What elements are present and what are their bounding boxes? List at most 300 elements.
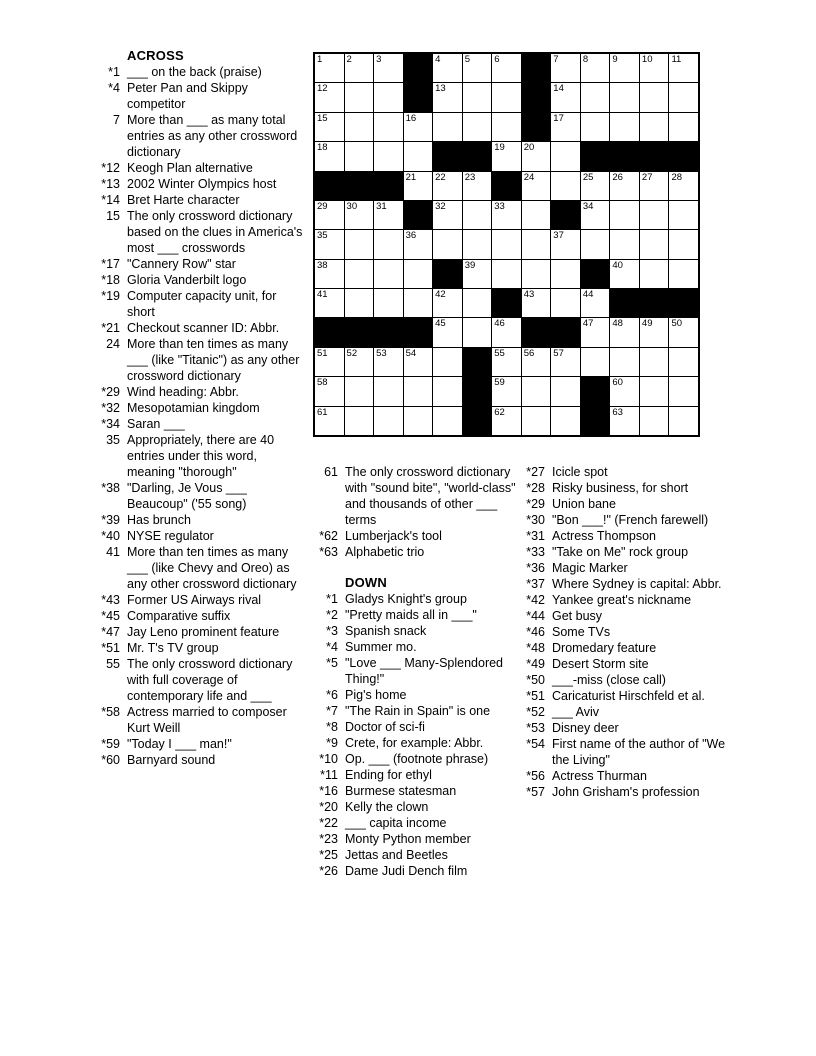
grid-cell[interactable]: [315, 54, 344, 82]
cell-number: 35: [317, 230, 328, 242]
grid-cell[interactable]: [374, 289, 403, 317]
clue-text: Actress Thompson: [552, 529, 656, 543]
clue-item: [515, 736, 731, 768]
cell-number: 22: [435, 171, 446, 183]
cell-number: 26: [612, 171, 623, 183]
grid-cell[interactable]: [404, 348, 433, 376]
clue-text: Wind heading: Abbr.: [127, 385, 239, 399]
grid-cell[interactable]: [581, 289, 610, 317]
grid-cell[interactable]: [345, 260, 374, 288]
grid-cell[interactable]: [404, 142, 433, 170]
cell-number: 28: [671, 171, 683, 183]
grid-cell[interactable]: [492, 113, 521, 141]
clue-text: ___ Aviv: [552, 705, 600, 719]
cell-number: 13: [435, 83, 446, 95]
clue-number: *6: [326, 688, 338, 702]
clue-text: John Grisham's profession: [552, 785, 700, 799]
grid-cell[interactable]: [610, 54, 639, 82]
grid-cell-black: [669, 142, 698, 170]
cell-number: 45: [435, 318, 446, 330]
grid-cell[interactable]: [315, 377, 344, 405]
clue-text: Mesopotamian kingdom: [127, 401, 260, 415]
grid-cell[interactable]: [551, 289, 580, 317]
grid-cell[interactable]: [669, 260, 698, 288]
clue-number: *63: [319, 545, 338, 559]
clue-text: Actress married to composer Kurt Weill: [127, 705, 287, 735]
grid-cell[interactable]: [640, 318, 669, 346]
clue-text: "Cannery Row" star: [127, 257, 236, 271]
cell-number: 17: [553, 112, 564, 124]
grid-cell[interactable]: [522, 260, 551, 288]
clue-item: [308, 863, 520, 879]
clue-item: [515, 688, 731, 704]
grid-cell[interactable]: [492, 83, 521, 111]
clue-item: [308, 655, 520, 687]
clue-item: [98, 80, 304, 112]
cell-number: 6: [494, 54, 500, 65]
grid-cell[interactable]: [522, 407, 551, 435]
clue-item: [308, 639, 520, 655]
grid-cell[interactable]: [345, 83, 374, 111]
clue-item: [308, 799, 520, 815]
clue-number: *51: [101, 641, 120, 655]
clue-number: *9: [326, 736, 338, 750]
cell-number: 61: [317, 406, 328, 418]
clue-text: Magic Marker: [552, 561, 628, 575]
clue-item: [515, 768, 731, 784]
cell-number: 43: [523, 289, 535, 301]
clue-number: *1: [326, 592, 338, 606]
clue-text: Crete, for example: Abbr.: [345, 736, 484, 750]
clue-text: Bret Harte character: [127, 193, 240, 207]
grid-cell[interactable]: [581, 172, 610, 200]
grid-cell-black: [551, 201, 580, 229]
clue-text: Icicle spot: [552, 465, 608, 479]
cell-number: 19: [494, 142, 505, 154]
grid-cell[interactable]: [315, 83, 344, 111]
grid-cell[interactable]: [463, 260, 492, 288]
grid-cell-black: [522, 83, 551, 111]
grid-cell[interactable]: [463, 289, 492, 317]
clue-text: Has brunch: [127, 513, 191, 527]
grid-cell[interactable]: [374, 54, 403, 82]
grid-cell[interactable]: [492, 54, 521, 82]
grid-cell[interactable]: [581, 318, 610, 346]
clue-item: [98, 192, 304, 208]
grid-cell[interactable]: [345, 113, 374, 141]
clue-number: *7: [326, 704, 338, 718]
grid-cell[interactable]: [404, 289, 433, 317]
grid-cell[interactable]: [315, 289, 344, 317]
clue-item: [308, 783, 520, 799]
clue-item: [308, 544, 520, 560]
grid-cell[interactable]: [492, 377, 521, 405]
clue-text: Pig's home: [345, 688, 407, 702]
clue-text: Doctor of sci-fi: [345, 720, 425, 734]
grid-cell[interactable]: [492, 318, 521, 346]
grid-cell[interactable]: [640, 113, 669, 141]
clue-text: Jay Leno prominent feature: [127, 625, 280, 639]
clue-number: *28: [526, 481, 545, 495]
grid-cell[interactable]: [610, 377, 639, 405]
grid-cell[interactable]: [669, 230, 698, 258]
clue-number: *40: [101, 529, 120, 543]
clue-text: Jettas and Beetles: [345, 848, 448, 862]
grid-cell[interactable]: [433, 230, 462, 258]
clue-item: [98, 288, 304, 320]
grid-cell[interactable]: [433, 348, 462, 376]
clue-number: *20: [319, 800, 338, 814]
grid-cell[interactable]: [551, 260, 580, 288]
grid-cell[interactable]: [610, 407, 639, 435]
grid-cell[interactable]: [315, 201, 344, 229]
clue-number: *60: [101, 753, 120, 767]
grid-cell[interactable]: [522, 377, 551, 405]
grid-cell[interactable]: [315, 113, 344, 141]
clue-number: *5: [326, 656, 338, 670]
cell-number: 51: [317, 347, 328, 359]
grid-cell[interactable]: [610, 172, 639, 200]
grid-cell[interactable]: [551, 83, 580, 111]
clue-item: [515, 544, 731, 560]
grid-cell-black: [581, 260, 610, 288]
grid-cell[interactable]: [640, 54, 669, 82]
grid-cell-black: [433, 142, 462, 170]
clue-item: [98, 704, 304, 736]
cell-number: 21: [405, 171, 417, 183]
grid-cell[interactable]: [669, 348, 698, 376]
grid-cell[interactable]: [610, 201, 639, 229]
grid-cell[interactable]: [581, 201, 610, 229]
grid-cell[interactable]: [640, 172, 669, 200]
down-clue-list-continued: [515, 464, 731, 800]
grid-cell[interactable]: [492, 407, 521, 435]
clue-text: Actress Thurman: [552, 769, 647, 783]
grid-cell-black: [463, 407, 492, 435]
clue-number: *58: [101, 705, 120, 719]
grid-cell-black: [640, 289, 669, 317]
clue-number: *26: [319, 864, 338, 878]
grid-cell[interactable]: [551, 172, 580, 200]
grid-cell[interactable]: [374, 407, 403, 435]
clue-number: *52: [526, 705, 545, 719]
cell-number: 52: [346, 347, 358, 359]
cell-number: 5: [464, 54, 470, 65]
clue-number: *22: [319, 816, 338, 830]
clue-number: 7: [113, 113, 120, 127]
grid-cell[interactable]: [640, 260, 669, 288]
grid-cell[interactable]: [345, 201, 374, 229]
grid-cell[interactable]: [669, 407, 698, 435]
grid-cell[interactable]: [522, 348, 551, 376]
cell-number: 33: [494, 200, 505, 212]
cell-number: 53: [376, 347, 387, 359]
grid-cell-black: [374, 172, 403, 200]
clue-item: [515, 720, 731, 736]
clue-item: [308, 735, 520, 751]
clue-text: Keogh Plan alternative: [127, 161, 253, 175]
clue-item: [98, 176, 304, 192]
down-clues-column-continued: [515, 464, 731, 800]
clue-number: *37: [526, 577, 545, 591]
grid-cell[interactable]: [345, 407, 374, 435]
grid-cell[interactable]: [345, 230, 374, 258]
clue-item: [98, 528, 304, 544]
grid-cell[interactable]: [433, 289, 462, 317]
clue-text: Get busy: [552, 609, 603, 623]
clue-item: [515, 640, 731, 656]
grid-cell[interactable]: [669, 377, 698, 405]
middle-clues-column: [308, 464, 520, 879]
grid-cell[interactable]: [315, 230, 344, 258]
grid-cell[interactable]: [374, 83, 403, 111]
cell-number: 40: [612, 259, 623, 271]
grid-cell[interactable]: [404, 260, 433, 288]
clue-number: *49: [526, 657, 545, 671]
grid-cell[interactable]: [551, 54, 580, 82]
cell-number: 39: [464, 259, 476, 271]
grid-cell[interactable]: [610, 318, 639, 346]
grid-cell[interactable]: [374, 348, 403, 376]
clue-text: ___ on the back (praise): [127, 65, 262, 79]
grid-cell-black: [463, 348, 492, 376]
grid-cell[interactable]: [581, 230, 610, 258]
clue-text: Appropriately, there are 40 entries under this word, meaning "thorough": [127, 433, 275, 479]
grid-cell[interactable]: [640, 201, 669, 229]
grid-cell[interactable]: [492, 201, 521, 229]
grid-cell[interactable]: [433, 407, 462, 435]
cell-number: 62: [494, 406, 505, 418]
cell-number: 55: [494, 347, 505, 359]
clue-text: Peter Pan and Skippy competitor: [127, 81, 248, 111]
grid-cell[interactable]: [669, 201, 698, 229]
clue-item: [308, 767, 520, 783]
clue-text: Gloria Vanderbilt logo: [127, 273, 247, 287]
clue-number: *29: [526, 497, 545, 511]
clue-number: *11: [320, 768, 338, 782]
grid-cell[interactable]: [522, 230, 551, 258]
clue-number: *13: [101, 177, 120, 191]
grid-cell[interactable]: [404, 230, 433, 258]
grid-cell[interactable]: [433, 54, 462, 82]
clue-number: *25: [319, 848, 338, 862]
grid-cell[interactable]: [522, 289, 551, 317]
clue-text: Comparative suffix: [127, 609, 231, 623]
grid-cell[interactable]: [492, 142, 521, 170]
clue-text: Caricaturist Hirschfeld et al.: [552, 689, 705, 703]
grid-cell[interactable]: [433, 318, 462, 346]
grid-cell[interactable]: [374, 260, 403, 288]
grid-cell[interactable]: [551, 348, 580, 376]
clue-item: [98, 64, 304, 80]
grid-cell[interactable]: [610, 230, 639, 258]
grid-cell[interactable]: [551, 142, 580, 170]
clue-number: *27: [526, 465, 545, 479]
clue-item: [98, 400, 304, 416]
grid-cell[interactable]: [492, 348, 521, 376]
grid-cell[interactable]: [669, 83, 698, 111]
grid-cell[interactable]: [404, 407, 433, 435]
grid-cell-black: [404, 54, 433, 82]
grid-cell[interactable]: [433, 201, 462, 229]
grid-cell[interactable]: [404, 172, 433, 200]
grid-cell[interactable]: [374, 230, 403, 258]
clue-number: *30: [526, 513, 545, 527]
grid-cell[interactable]: [669, 113, 698, 141]
cell-number: 27: [641, 171, 653, 183]
grid-cell[interactable]: [345, 377, 374, 405]
grid-cell[interactable]: [315, 260, 344, 288]
grid-cell[interactable]: [581, 113, 610, 141]
clue-number: *3: [326, 624, 338, 638]
cell-number: 8: [582, 54, 589, 65]
grid-cell[interactable]: [640, 83, 669, 111]
grid-cell-black: [463, 142, 492, 170]
clue-number: *46: [526, 625, 545, 639]
grid-cell[interactable]: [463, 201, 492, 229]
grid-cell-black: [522, 54, 551, 82]
clue-item: [515, 560, 731, 576]
clue-item: [98, 752, 304, 768]
grid-cell[interactable]: [522, 142, 551, 170]
grid-cell[interactable]: [610, 260, 639, 288]
grid-cell[interactable]: [433, 113, 462, 141]
clue-item: [515, 608, 731, 624]
grid-cell[interactable]: [433, 172, 462, 200]
clue-number: 35: [106, 433, 120, 447]
clue-number: *53: [526, 721, 545, 735]
grid-cell[interactable]: [581, 83, 610, 111]
grid-cell[interactable]: [463, 54, 492, 82]
clue-number: *16: [319, 784, 338, 798]
grid-cell[interactable]: [522, 172, 551, 200]
cell-number: 7: [553, 54, 559, 65]
clue-item: [308, 528, 520, 544]
grid-cell[interactable]: [581, 54, 610, 82]
grid-cell[interactable]: [404, 377, 433, 405]
grid-cell-black: [581, 377, 610, 405]
grid-cell[interactable]: [669, 318, 698, 346]
clue-item: [515, 624, 731, 640]
clue-item: [98, 544, 304, 592]
grid-cell[interactable]: [640, 230, 669, 258]
grid-cell[interactable]: [492, 230, 521, 258]
clue-item: [98, 592, 304, 608]
grid-cell[interactable]: [345, 142, 374, 170]
clue-item: [98, 736, 304, 752]
grid-cell[interactable]: [374, 377, 403, 405]
clue-text: Dromedary feature: [552, 641, 657, 655]
grid-cell-black: [581, 407, 610, 435]
grid-cell[interactable]: [551, 377, 580, 405]
clue-text: Spanish snack: [345, 624, 427, 638]
clue-number: 55: [106, 657, 120, 671]
clue-text: More than ___ as many total entries as any other crossword dictionary: [127, 113, 298, 159]
grid-cell[interactable]: [551, 230, 580, 258]
clue-text: ___ capita income: [345, 816, 447, 830]
grid-cell[interactable]: [522, 201, 551, 229]
clue-text: Dame Judi Dench film: [345, 864, 468, 878]
clue-text: Desert Storm site: [552, 657, 649, 671]
grid-cell[interactable]: [610, 348, 639, 376]
grid-cell[interactable]: [463, 83, 492, 111]
grid-cell[interactable]: [345, 54, 374, 82]
grid-cell[interactable]: [610, 113, 639, 141]
grid-cell-black: [404, 318, 433, 346]
grid-cell[interactable]: [404, 113, 433, 141]
grid-cell[interactable]: [315, 142, 344, 170]
grid-cell[interactable]: [640, 407, 669, 435]
grid-cell[interactable]: [581, 348, 610, 376]
grid-cell-black: [404, 201, 433, 229]
cell-number: 18: [317, 142, 328, 154]
grid-cell[interactable]: [610, 83, 639, 111]
grid-cell[interactable]: [433, 377, 462, 405]
clue-item: [515, 656, 731, 672]
clue-text: Op. ___ (footnote phrase): [345, 752, 489, 766]
grid-cell[interactable]: [640, 377, 669, 405]
clue-item: [308, 591, 520, 607]
cell-number: 3: [376, 54, 382, 65]
grid-cell[interactable]: [551, 407, 580, 435]
cell-number: 16: [405, 112, 417, 124]
clue-text: Lumberjack's tool: [345, 529, 442, 543]
grid-cell[interactable]: [492, 260, 521, 288]
grid-cell[interactable]: [374, 113, 403, 141]
grid-cell[interactable]: [463, 318, 492, 346]
clue-text: Checkout scanner ID: Abbr.: [127, 321, 280, 335]
grid-cell[interactable]: [374, 201, 403, 229]
cell-number: 58: [317, 377, 328, 389]
grid-cell[interactable]: [315, 407, 344, 435]
clue-number: *23: [319, 832, 338, 846]
clue-number: *18: [101, 273, 120, 287]
grid-cell[interactable]: [345, 348, 374, 376]
clue-text: "Bon ___!" (French farewell): [552, 513, 709, 527]
cell-number: 59: [494, 377, 505, 389]
grid-cell[interactable]: [463, 113, 492, 141]
grid-cell[interactable]: [463, 172, 492, 200]
grid-cell-black: [669, 289, 698, 317]
clue-text: Disney deer: [552, 721, 619, 735]
grid-cell[interactable]: [433, 83, 462, 111]
grid-cell[interactable]: [640, 348, 669, 376]
grid-cell[interactable]: [669, 54, 698, 82]
grid-cell[interactable]: [463, 230, 492, 258]
grid-cell[interactable]: [315, 348, 344, 376]
clue-text: Where Sydney is capital: Abbr.: [552, 577, 722, 591]
clue-item: [98, 208, 304, 256]
clue-text: 2002 Winter Olympics host: [127, 177, 277, 191]
clue-number: *32: [101, 401, 120, 415]
clue-number: *4: [108, 81, 120, 95]
grid-cell[interactable]: [374, 142, 403, 170]
clue-text: First name of the author of "We the Living": [552, 737, 726, 767]
cell-number: 11: [671, 54, 682, 65]
grid-cell-black: [315, 318, 344, 346]
clue-item: [515, 784, 731, 800]
cell-number: 60: [612, 377, 623, 389]
grid-cell[interactable]: [669, 172, 698, 200]
clue-number: *4: [326, 640, 338, 654]
grid-cell[interactable]: [345, 289, 374, 317]
clue-text: Barnyard sound: [127, 753, 216, 767]
clue-text: "Today I ___ man!": [127, 737, 232, 751]
grid-cell-black: [345, 172, 374, 200]
grid-cell[interactable]: [551, 113, 580, 141]
clue-item: [98, 320, 304, 336]
cell-number: 42: [435, 289, 446, 301]
